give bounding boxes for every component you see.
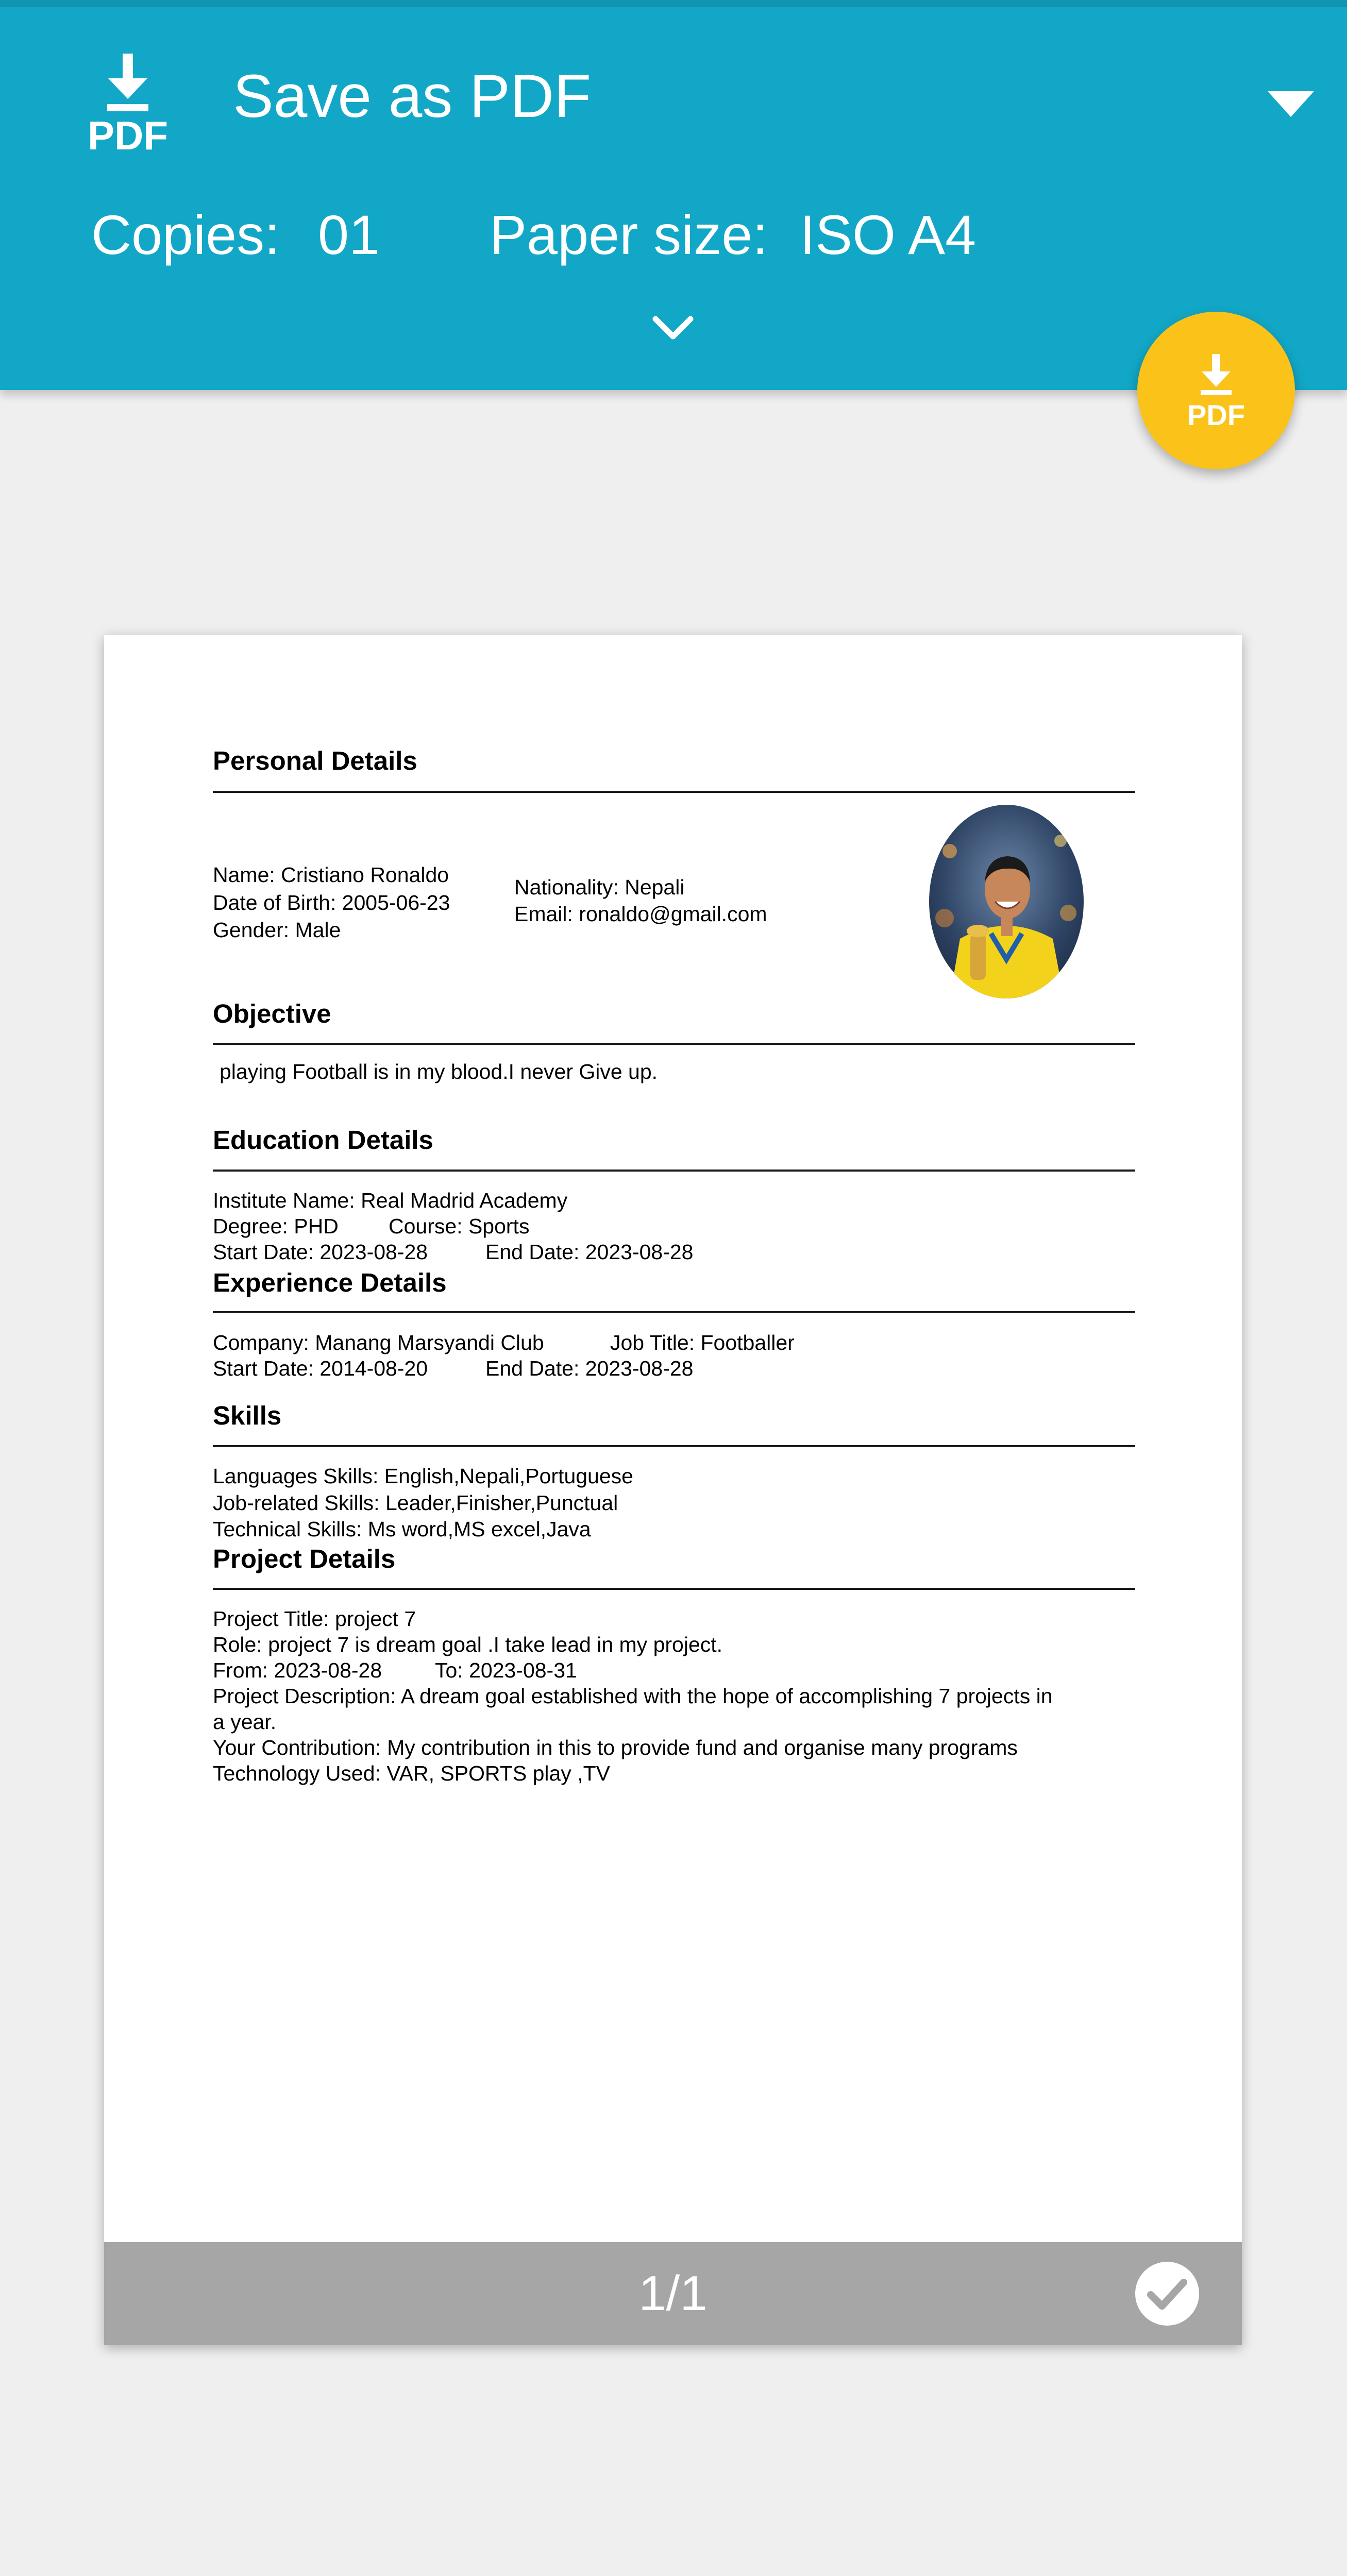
paper-size-label: Paper size: <box>490 204 768 266</box>
objective-text: playing Football is in my blood.I never Give up. <box>220 1060 658 1083</box>
section-title-education: Education Details <box>213 1125 433 1155</box>
skills-languages: Languages Skills: English,Nepali,Portuguese <box>213 1464 633 1488</box>
education-institute: Institute Name: Real Madrid Academy <box>213 1189 568 1212</box>
education-start-date: Start Date: 2023-08-28 <box>213 1240 428 1264</box>
section-title-objective: Objective <box>213 999 331 1028</box>
project-from-date: From: 2023-08-28 <box>213 1658 382 1682</box>
section-divider <box>213 1445 1135 1447</box>
education-degree: Degree: PHD <box>213 1214 339 1238</box>
pdf-icon-text: PDF <box>88 113 168 155</box>
section-title-personal: Personal Details <box>213 746 417 775</box>
chevron-down-icon[interactable] <box>650 313 696 344</box>
page-selection-bar <box>104 2242 1242 2345</box>
section-divider <box>213 1588 1135 1590</box>
project-description: Project Description: A dream goal established with the hope of accomplishing 7 projects in <box>213 1684 1053 1708</box>
pdf-download-icon <box>82 52 173 155</box>
personal-dob: Date of Birth: 2005-06-23 <box>213 891 450 914</box>
experience-company: Company: Manang Marsyandi Club <box>213 1331 544 1354</box>
experience-job-title: Job Title: Footballer <box>610 1331 795 1354</box>
section-divider <box>213 791 1135 793</box>
section-title-skills: Skills <box>213 1401 282 1430</box>
fab-pdf-text: PDF <box>1187 399 1245 427</box>
education-end-date: End Date: 2023-08-28 <box>485 1240 694 1264</box>
pdf-download-icon <box>1186 353 1246 427</box>
skills-job-related: Job-related Skills: Leader,Finisher,Punctual <box>213 1491 618 1515</box>
paper-size-value[interactable]: ISO A4 <box>800 204 976 266</box>
section-divider <box>213 1311 1135 1313</box>
destination-title[interactable]: Save as PDF <box>233 62 592 130</box>
experience-end-date: End Date: 2023-08-28 <box>485 1357 694 1380</box>
personal-nationality: Nationality: Nepali <box>514 875 685 899</box>
page-preview[interactable] <box>104 635 1242 2345</box>
page-counter: 1/1 <box>638 2266 708 2321</box>
skills-technical: Technical Skills: Ms word,MS excel,Java <box>213 1517 591 1541</box>
experience-start-date: Start Date: 2014-08-20 <box>213 1357 428 1380</box>
section-title-experience: Experience Details <box>213 1268 447 1297</box>
copies-value[interactable]: 01 <box>318 204 380 266</box>
personal-email: Email: ronaldo@gmail.com <box>514 902 767 926</box>
project-role: Role: project 7 is dream goal .I take lead in my project. <box>213 1633 723 1656</box>
project-to-date: To: 2023-08-31 <box>435 1658 577 1682</box>
status-bar-strip <box>0 0 1347 7</box>
dropdown-arrow-icon[interactable] <box>1262 85 1319 121</box>
project-title: Project Title: project 7 <box>213 1607 416 1631</box>
project-contribution: Your Contribution: My contribution in this to provide fund and organise many programs <box>213 1736 1018 1759</box>
section-divider <box>213 1170 1135 1172</box>
education-course: Course: Sports <box>389 1214 530 1238</box>
project-technology: Technology Used: VAR, SPORTS play ,TV <box>213 1761 610 1785</box>
profile-photo <box>929 805 1084 998</box>
section-title-project: Project Details <box>213 1544 396 1573</box>
personal-name: Name: Cristiano Ronaldo <box>213 863 449 887</box>
copies-label: Copies: <box>91 204 280 266</box>
save-pdf-button[interactable] <box>1137 312 1295 469</box>
check-circle-icon[interactable] <box>1134 2261 1200 2327</box>
project-description-continued: a year. <box>213 1710 277 1734</box>
section-divider <box>213 1043 1135 1045</box>
print-options-header <box>0 0 1347 390</box>
personal-gender: Gender: Male <box>213 918 341 942</box>
